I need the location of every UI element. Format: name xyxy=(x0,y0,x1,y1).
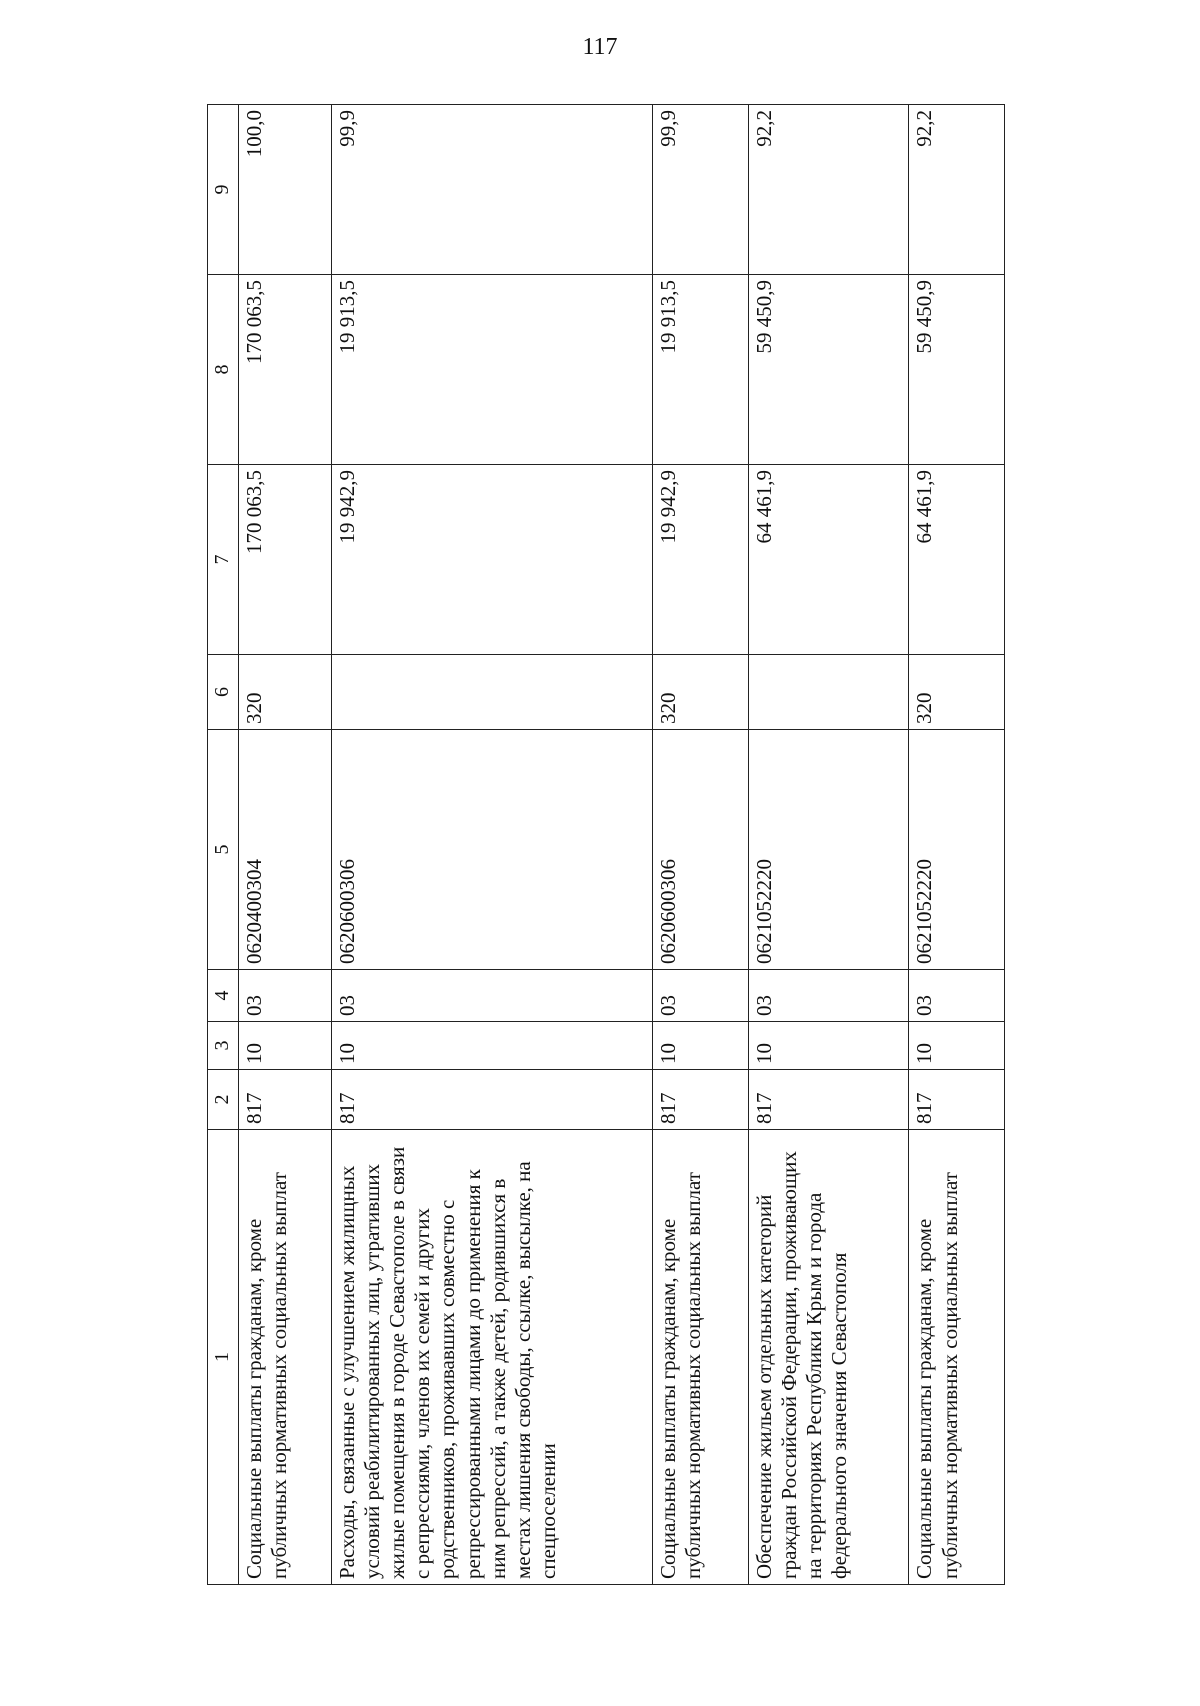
percent-cell: 99,9 xyxy=(331,105,653,275)
ministry-code-cell: 817 xyxy=(239,1070,331,1130)
section-cell: 10 xyxy=(653,1022,748,1070)
section-cell: 10 xyxy=(748,1022,909,1070)
actual-amount-cell: 19 913,5 xyxy=(331,275,653,465)
column-header: 4 xyxy=(208,970,239,1022)
target-article-cell: 0620600306 xyxy=(653,730,748,970)
column-header: 3 xyxy=(208,1022,239,1070)
percent-cell: 92,2 xyxy=(748,105,909,275)
subsection-cell: 03 xyxy=(239,970,331,1022)
budget-table xyxy=(207,104,1005,1585)
actual-amount-cell: 59 450,9 xyxy=(748,275,909,465)
expense-type-cell xyxy=(331,655,653,730)
column-header: 6 xyxy=(208,655,239,730)
subsection-cell: 03 xyxy=(909,970,1005,1022)
rotated-table-container xyxy=(207,105,1005,1585)
table-row xyxy=(653,105,748,1585)
percent-cell: 92,2 xyxy=(909,105,1005,275)
target-article-cell: 0621052220 xyxy=(909,730,1005,970)
column-header: 8 xyxy=(208,275,239,465)
page-number: 117 xyxy=(582,34,618,60)
subsection-cell: 03 xyxy=(653,970,748,1022)
ministry-code-cell: 817 xyxy=(748,1070,909,1130)
table-row xyxy=(331,105,653,1585)
section-cell: 10 xyxy=(239,1022,331,1070)
section-cell: 10 xyxy=(909,1022,1005,1070)
table-row xyxy=(239,105,331,1585)
row-name-cell: Социальные выплаты гражданам, кроме публичных нормативных социальных выплат xyxy=(653,1130,748,1585)
percent-cell: 99,9 xyxy=(653,105,748,275)
target-article-cell: 0620400304 xyxy=(239,730,331,970)
target-article-cell: 0620600306 xyxy=(331,730,653,970)
column-header: 2 xyxy=(208,1070,239,1130)
expense-type-cell: 320 xyxy=(653,655,748,730)
ministry-code-cell: 817 xyxy=(909,1070,1005,1130)
row-name-cell: Расходы, связанные с улучшением жилищных условий реабилитированных лиц, утративших жилые помещения в городе Севастополе в связи с репрессиями, членов их семей и других родственников, проживавших совместно с репрессированными лицами до применения к ним репрессий, а также детей, родившихся в местах лишения свободы, ссылке, высылке, на спецпоселении xyxy=(331,1130,653,1585)
column-header: 5 xyxy=(208,730,239,970)
table-row xyxy=(909,105,1005,1585)
expense-type-cell xyxy=(748,655,909,730)
ministry-code-cell: 817 xyxy=(331,1070,653,1130)
percent-cell: 100,0 xyxy=(239,105,331,275)
planned-amount-cell: 170 063,5 xyxy=(239,465,331,655)
row-name-cell: Социальные выплаты гражданам, кроме публичных нормативных социальных выплат xyxy=(909,1130,1005,1585)
actual-amount-cell: 170 063,5 xyxy=(239,275,331,465)
table-header-row xyxy=(208,105,239,1585)
row-name-cell: Социальные выплаты гражданам, кроме публичных нормативных социальных выплат xyxy=(239,1130,331,1585)
planned-amount-cell: 19 942,9 xyxy=(653,465,748,655)
table-row xyxy=(748,105,909,1585)
expense-type-cell: 320 xyxy=(239,655,331,730)
section-cell: 10 xyxy=(331,1022,653,1070)
ministry-code-cell: 817 xyxy=(653,1070,748,1130)
planned-amount-cell: 64 461,9 xyxy=(748,465,909,655)
target-article-cell: 0621052220 xyxy=(748,730,909,970)
expense-type-cell: 320 xyxy=(909,655,1005,730)
subsection-cell: 03 xyxy=(748,970,909,1022)
column-header: 7 xyxy=(208,465,239,655)
planned-amount-cell: 19 942,9 xyxy=(331,465,653,655)
row-name-cell: Обеспечение жильем отдельных категорий граждан Российской Федерации, проживающих на территориях Республики Крым и города федерального значения Севастополя xyxy=(748,1130,909,1585)
planned-amount-cell: 64 461,9 xyxy=(909,465,1005,655)
actual-amount-cell: 19 913,5 xyxy=(653,275,748,465)
actual-amount-cell: 59 450,9 xyxy=(909,275,1005,465)
column-header: 9 xyxy=(208,105,239,275)
column-header: 1 xyxy=(208,1130,239,1585)
subsection-cell: 03 xyxy=(331,970,653,1022)
